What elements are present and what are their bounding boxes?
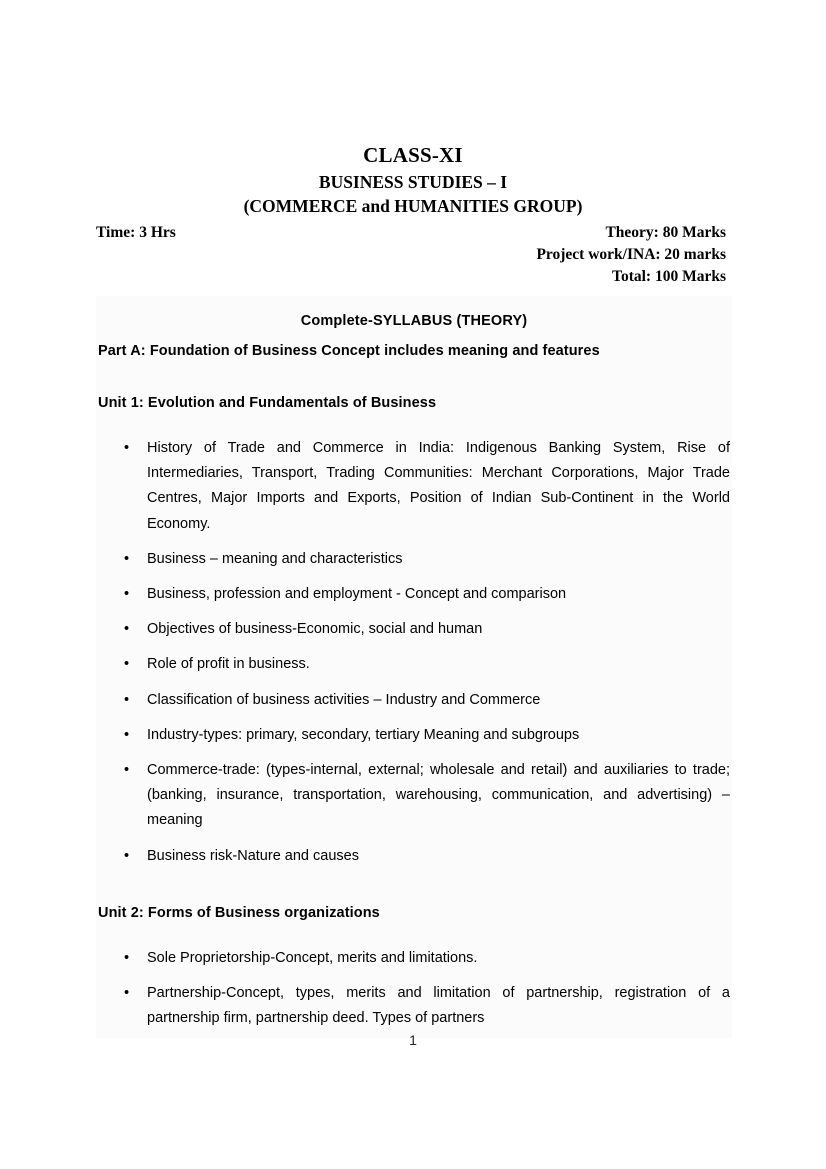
list-item [96,844,732,869]
bullet-icon: • [124,440,130,456]
list-item [96,617,732,642]
bullet-icon: • [124,586,130,603]
bullet-icon: • [124,985,130,1002]
list-item [96,946,732,971]
bullet-icon: • [124,621,130,638]
page-number: 1 [409,1032,417,1048]
marks-distribution [536,222,726,288]
list-item [96,547,732,572]
spacer [96,414,732,436]
list-item [96,652,732,677]
list-item [96,723,732,748]
group-title: (COMMERCE and HUMANITIES GROUP) [243,196,583,216]
bullet-icon: • [124,847,130,864]
bullet-icon: • [124,950,130,966]
total-marks: Total: 100 Marks [612,268,726,285]
theory-marks: Theory: 80 Marks [605,224,726,241]
bullet-icon: • [124,656,130,673]
unit-1-heading: Unit 1: Evolution and Fundamentals of Business [98,395,437,411]
list-item-text: Objectives of business-Economic, social and human [147,621,483,638]
spacer [96,362,732,392]
unit-2-bullet-list [96,946,732,1032]
document-header [96,140,730,294]
unit-2-section [96,898,732,1038]
bullet-icon: • [124,691,130,708]
bullet-icon: • [124,762,130,779]
list-item-text: Industry-types: primary, secondary, tertiary Meaning and subgroups [147,726,580,743]
list-item [96,436,732,537]
unit-1-bullet-list [96,436,732,869]
list-item-text: History of Trade and Commerce in India: Indigenous Banking System, Rise of Intermediaries, Transport, Trading Communities: Merchant Corporations, Major Trade Centres, Major Imports and Exports, Position of Indian Sub-Continent in the World Economy. [147,440,730,532]
syllabus-title: Complete-SYLLABUS (THEORY) [300,313,528,329]
list-item [96,582,732,607]
bullet-icon: • [124,726,130,743]
class-title: CLASS-XI [363,143,463,167]
list-item [96,981,732,1031]
list-item-text: Sole Proprietorship-Concept, merits and limitations. [147,950,478,966]
exam-meta [96,222,730,294]
unit-2-heading: Unit 2: Forms of Business organizations [98,905,380,921]
list-item-text: Role of profit in business. [147,656,310,673]
bullet-icon: • [124,550,130,567]
list-item-text: Classification of business activities – Industry and Commerce [147,691,541,708]
list-item-text: Partnership-Concept, types, merits and limitation of partnership, registration of a partnership firm, partnership deed. Types of partners [147,985,730,1027]
part-a-heading: Part A: Foundation of Business Concept includes meaning and features [98,343,600,359]
exam-duration: Time: 3 Hrs [96,224,176,241]
subject-title: BUSINESS STUDIES – I [318,172,508,192]
spacer [96,924,732,946]
blank-list-row [96,869,732,895]
list-item-text: Business – meaning and characteristics [147,550,403,567]
syllabus-body [96,296,732,901]
list-item [96,758,732,834]
list-item-text: Business, profession and employment - Concept and comparison [147,586,567,603]
project-marks: Project work/INA: 20 marks [536,246,726,263]
list-item-text: Business risk-Nature and causes [147,847,359,864]
list-item-text: Commerce-trade: (types-internal, external; wholesale and retail) and auxiliaries to trade; (banking, insurance, transportation, warehousing, communication, and advertising) – meaning [147,762,730,829]
list-item [96,688,732,713]
page-footer [0,1030,826,1050]
